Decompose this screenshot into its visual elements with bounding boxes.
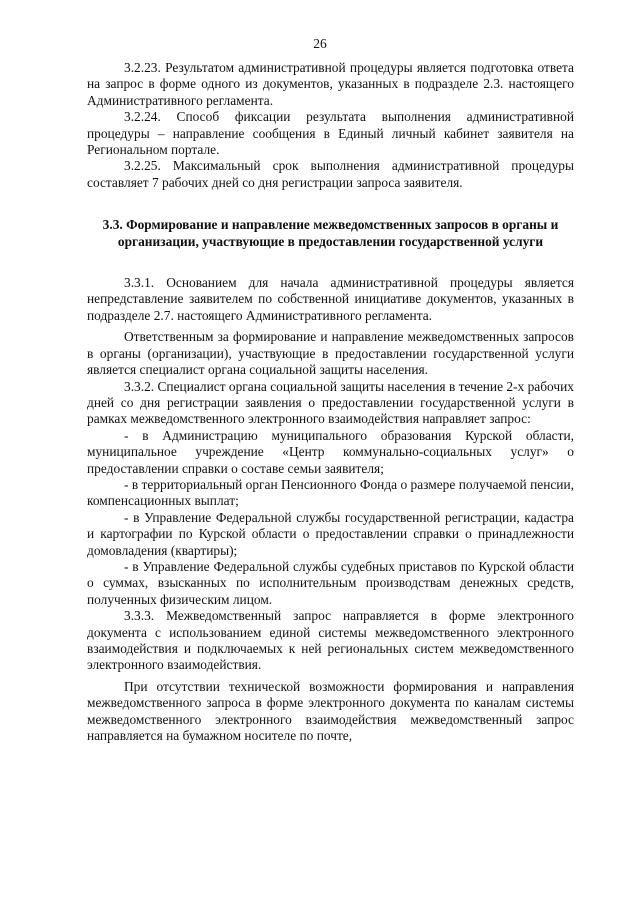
list-item-bailiffs: - в Управление Федеральной службы судебных приставов по Курской области о суммах, взысканных по исполнительным производствам денежных средств, полученных физическим лицом. xyxy=(87,558,574,607)
paragraph-3-2-23: 3.2.23. Результатом административной процедуры является подготовка ответа на запрос в форме одного из документов, указанных в подразделе 2.3. настоящего Административного регламента. xyxy=(87,60,574,108)
paragraph-3-2-24: 3.2.24. Способ фиксации результата выполнения административной процедуры – направление сообщения в Единый личный кабинет заявителя на Региональном портале. xyxy=(87,109,574,158)
paragraph-3-3-1: 3.3.1. Основанием для начала административной процедуры является непредставление заявителем по собственной инициативе документов, указанных в подразделе 2.7. настоящего Административного регламента. xyxy=(87,275,574,323)
paragraph-3-2-25: 3.2.25. Максимальный срок выполнения административной процедуры составляет 7 рабочих дней со дня регистрации запроса заявителя. xyxy=(87,158,574,190)
page-number: 26 xyxy=(313,36,327,51)
paragraph-no-technical-possibility: При отсутствии технической возможности формирования и направления межведомственного запроса в форме электронного документа по каналам системы межведомственного электронного взаимодействия межведомственный запрос направляется на бумажном носителе по почте, xyxy=(87,678,574,744)
paragraph-responsible: Ответственным за формирование и направление межведомственных запросов в органы (организации), участвующие в предоставлении государственной услуги является специалист органа социальной защиты населения. xyxy=(87,329,574,378)
list-item-rosreestr: - в Управление Федеральной службы государственной регистрации, кадастра и картографии по Курской области о предоставлении справки о принадлежности домовладения (квартиры); xyxy=(87,509,574,558)
list-item-pension-fund: - в территориальный орган Пенсионного Фонда о размере получаемой пенсии, компенсационных выплат; xyxy=(87,476,574,509)
paragraph-3-3-3: 3.3.3. Межведомственный запрос направляется в форме электронного документа с использованием единой системы межведомственного электронного взаимодействия и подключаемых к ней региональных систем межведомственного электронного взаимодействия. xyxy=(87,608,574,673)
list-item-administration: - в Администрацию муниципального образования Курской области, муниципальное учреждение «Центр коммунально-социальных услуг» о предоставлении справки о составе семьи заявителя; xyxy=(87,427,574,476)
section-heading-3-3: 3.3. Формирование и направление межведомственных запросов в органы и организации, участвующие в предоставлении государственной услуги xyxy=(102,217,559,249)
document-body xyxy=(87,60,574,744)
paragraph-3-3-2: 3.3.2. Специалист органа социальной защиты населения в течение 2-х рабочих дней со дня регистрации заявления о предоставлении государственной услуги в рамках межведомственного электронного взаимодействия направляет запрос: xyxy=(87,378,574,427)
